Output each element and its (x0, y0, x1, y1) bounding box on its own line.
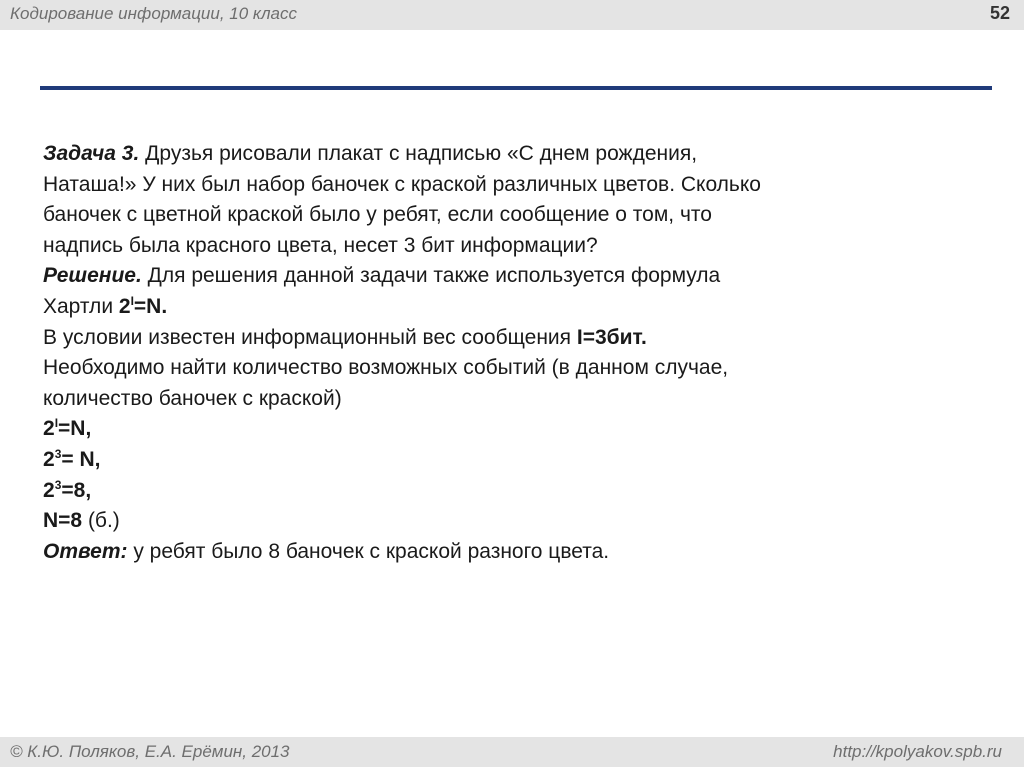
solution-line-1 (43, 261, 993, 292)
answer-text: у ребят было 8 баночек с краской разного цвета. (127, 539, 610, 563)
step-3: $2^3=8$, (43, 477, 92, 502)
result-value: N=8 (43, 509, 83, 533)
solution-text-2: Хартли (43, 294, 119, 318)
solution-label: Решение. (43, 264, 142, 288)
slide-content (43, 139, 993, 567)
solution-line-2 (43, 292, 993, 323)
site-link[interactable]: http://kpolyakov.spb.ru (833, 742, 1002, 761)
problem-line-3: баночек с цветной краской было у ребят, если сообщение о том, что (43, 203, 712, 227)
slide-number: 52 (989, 3, 1010, 23)
result-line (43, 506, 993, 537)
solution-text-3: В условии известен информационный вес сообщения (43, 325, 577, 349)
header-bar (0, 0, 1024, 30)
problem-line-4: надпись была красного цвета, несет 3 бит информации? (43, 233, 598, 257)
hartley-formula: $2^I=N$. (118, 293, 168, 318)
step-1: $2^I=N$, (43, 416, 92, 441)
result-unit: (б.) (82, 509, 120, 533)
footer-bar (0, 737, 1024, 767)
solution-line-4: Необходимо найти количество возможных событий (в данном случае, (43, 356, 729, 380)
information-weight: I=3бит. (576, 325, 647, 349)
answer-line (43, 537, 993, 568)
problem-line-1 (43, 139, 993, 170)
answer-label: Ответ: (43, 539, 128, 563)
problem-label: Задача 3. (43, 142, 140, 165)
problem-line-2: Наташа!» У них был набор баночек с краской различных цветов. Сколько (43, 172, 761, 196)
solution-line-5: количество баночек с краской) (43, 386, 342, 410)
solution-text-1: Для решения данной задачи также используется формула (141, 264, 721, 288)
step-2: $2^3= N$, (43, 446, 101, 471)
copyright-text: © К.Ю. Поляков, Е.А. Ерёмин, 2013 (10, 742, 290, 761)
course-title: Кодирование информации, 10 класс (10, 4, 297, 23)
title-divider (40, 86, 992, 90)
solution-line-3 (43, 323, 993, 354)
problem-text-1: Друзья рисовали плакат с надписью «С днем рождения, (139, 142, 698, 165)
